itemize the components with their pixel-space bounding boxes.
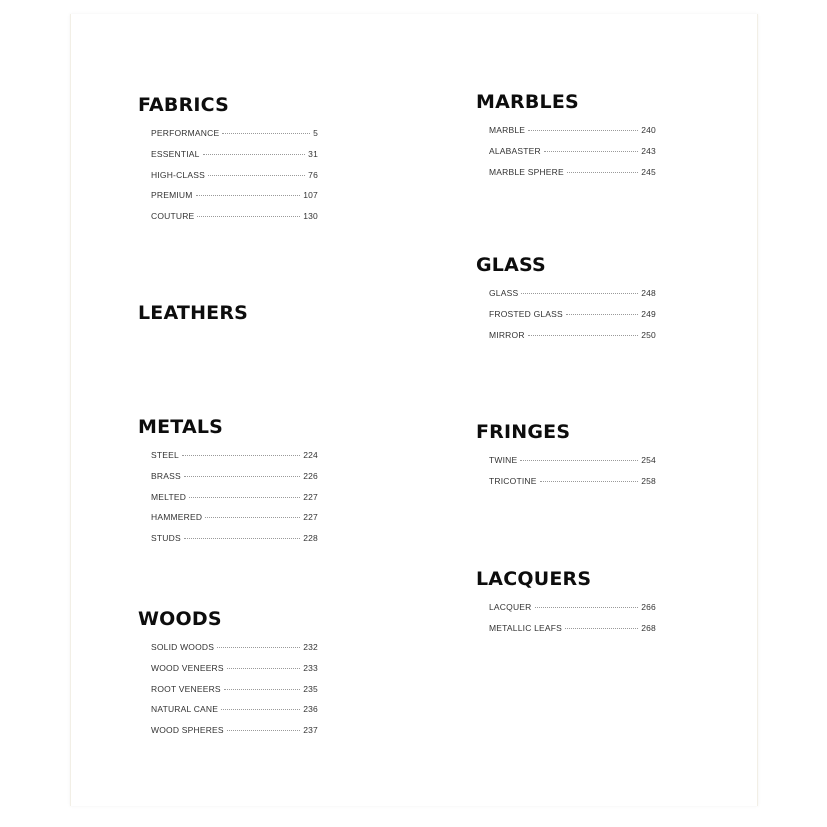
index-entry[interactable]: [489, 325, 656, 346]
index-entry[interactable]: [489, 283, 656, 304]
entry-page: 226: [303, 470, 318, 481]
entry-label: MIRROR: [489, 329, 525, 340]
entry-label: WOOD SPHERES: [151, 725, 224, 736]
entry-label: ALABASTER: [489, 145, 541, 156]
entry-page: 249: [641, 308, 656, 319]
dot-leader: [203, 154, 306, 155]
index-entry[interactable]: [151, 144, 318, 165]
dot-leader: [540, 481, 639, 482]
section-glass: [476, 253, 656, 345]
entry-page: 107: [303, 190, 318, 201]
entry-label: SOLID WOODS: [151, 642, 215, 652]
entry-label: HIGH-CLASS: [151, 169, 205, 180]
entry-label: PREMIUM: [151, 190, 193, 201]
dot-leader: [205, 517, 300, 518]
dot-leader: [528, 335, 639, 336]
section-metals: [138, 415, 318, 549]
entry-label: GLASS: [489, 288, 519, 298]
entry-list: [151, 445, 318, 549]
entry-page: 254: [641, 455, 656, 465]
section-title: GLASS: [476, 254, 546, 276]
dot-leader: [521, 293, 638, 294]
entry-label: ROOT VENEERS: [151, 683, 221, 694]
dot-leader: [224, 689, 300, 690]
dot-leader: [535, 607, 639, 608]
entry-page: 245: [641, 166, 656, 177]
section-fabrics: [138, 93, 318, 227]
entry-label: ESSENTIAL: [151, 148, 200, 159]
dot-leader: [544, 151, 638, 152]
index-entry[interactable]: [151, 507, 318, 528]
catalog-index-page: [70, 14, 758, 806]
entry-page: 240: [641, 125, 656, 135]
section-title: LACQUERS: [476, 568, 592, 590]
entry-page: 227: [303, 491, 318, 502]
index-entry[interactable]: [151, 699, 318, 720]
section-leathers: [138, 301, 248, 325]
index-entry[interactable]: [151, 487, 318, 508]
entry-page: 228: [303, 533, 318, 544]
entry-label: TRICOTINE: [489, 475, 537, 486]
entry-page: 237: [303, 725, 318, 736]
index-entry[interactable]: [151, 185, 318, 206]
entry-label: NATURAL CANE: [151, 704, 219, 715]
index-entry[interactable]: [151, 658, 318, 679]
entry-label: MARBLE SPHERE: [489, 166, 564, 177]
index-entry[interactable]: [489, 618, 656, 639]
section-title: FABRICS: [138, 94, 230, 116]
entry-page: 258: [641, 475, 656, 486]
entry-page: 268: [641, 622, 656, 633]
entry-page: 227: [303, 512, 318, 523]
entry-page: 235: [303, 683, 318, 694]
entry-page: 31: [308, 148, 318, 159]
dot-leader: [520, 460, 638, 461]
dot-leader: [565, 628, 638, 629]
entry-label: STUDS: [151, 533, 181, 544]
entry-label: HAMMERED: [151, 512, 203, 523]
dot-leader: [217, 647, 300, 648]
entry-page: 243: [641, 145, 656, 156]
entry-list: [151, 637, 318, 741]
dot-leader: [567, 172, 638, 173]
index-entry[interactable]: [489, 120, 656, 141]
section-title: METALS: [138, 416, 224, 438]
index-entry[interactable]: [489, 471, 656, 492]
entry-page: 248: [641, 288, 656, 298]
entry-page: 266: [641, 602, 656, 612]
dot-leader: [184, 538, 300, 539]
entry-label: MELTED: [151, 491, 187, 502]
section-title: FRINGES: [476, 421, 571, 443]
entry-label: TWINE: [489, 455, 518, 465]
entry-label: COUTURE: [151, 211, 195, 222]
entry-label: BRASS: [151, 470, 181, 481]
index-entry[interactable]: [151, 123, 318, 144]
section-marbles: [476, 90, 656, 182]
index-entry[interactable]: [489, 597, 656, 618]
entry-page: 236: [303, 704, 318, 715]
entry-list: [489, 283, 656, 345]
entry-page: 130: [303, 211, 318, 222]
dot-leader: [227, 730, 300, 731]
index-entry[interactable]: [151, 679, 318, 700]
index-entry[interactable]: [151, 466, 318, 487]
index-entry[interactable]: [151, 528, 318, 549]
index-entry[interactable]: [489, 141, 656, 162]
dot-leader: [196, 195, 301, 196]
entry-page: 232: [303, 642, 318, 652]
index-entry[interactable]: [151, 445, 318, 466]
dot-leader: [221, 709, 300, 710]
dot-leader: [189, 497, 300, 498]
section-lacquers: [476, 567, 656, 639]
index-entry[interactable]: [151, 206, 318, 227]
entry-page: 5: [313, 128, 318, 138]
index-entry[interactable]: [151, 637, 318, 658]
entry-label: METALLIC LEAFS: [489, 622, 563, 633]
dot-leader: [528, 130, 638, 131]
entry-list: [489, 450, 656, 492]
section-woods: [138, 607, 318, 741]
entry-label: MARBLE: [489, 125, 526, 135]
index-entry[interactable]: [489, 304, 656, 325]
dot-leader: [208, 175, 305, 176]
dot-leader: [566, 314, 638, 315]
entry-label: FROSTED GLASS: [489, 308, 563, 319]
entry-page: 233: [303, 662, 318, 673]
entry-label: LACQUER: [489, 602, 532, 612]
section-fringes: [476, 420, 656, 492]
entry-page: 250: [641, 329, 656, 340]
index-entry[interactable]: [151, 165, 318, 186]
entry-label: PERFORMANCE: [151, 128, 220, 138]
dot-leader: [184, 476, 300, 477]
section-title: LEATHERS: [138, 302, 249, 324]
index-entry[interactable]: [489, 162, 656, 183]
dot-leader: [182, 455, 300, 456]
section-title: MARBLES: [476, 91, 579, 113]
entry-page: 76: [308, 169, 318, 180]
index-entry[interactable]: [489, 450, 656, 471]
section-title: WOODS: [138, 608, 222, 630]
entry-list: [489, 597, 656, 639]
entry-label: WOOD VENEERS: [151, 662, 224, 673]
entry-label: STEEL: [151, 450, 179, 460]
entry-page: 224: [303, 450, 318, 460]
dot-leader: [197, 216, 300, 217]
entry-list: [489, 120, 656, 182]
entry-list: [151, 123, 318, 227]
dot-leader: [227, 668, 300, 669]
index-entry[interactable]: [151, 720, 318, 741]
dot-leader: [222, 133, 310, 134]
